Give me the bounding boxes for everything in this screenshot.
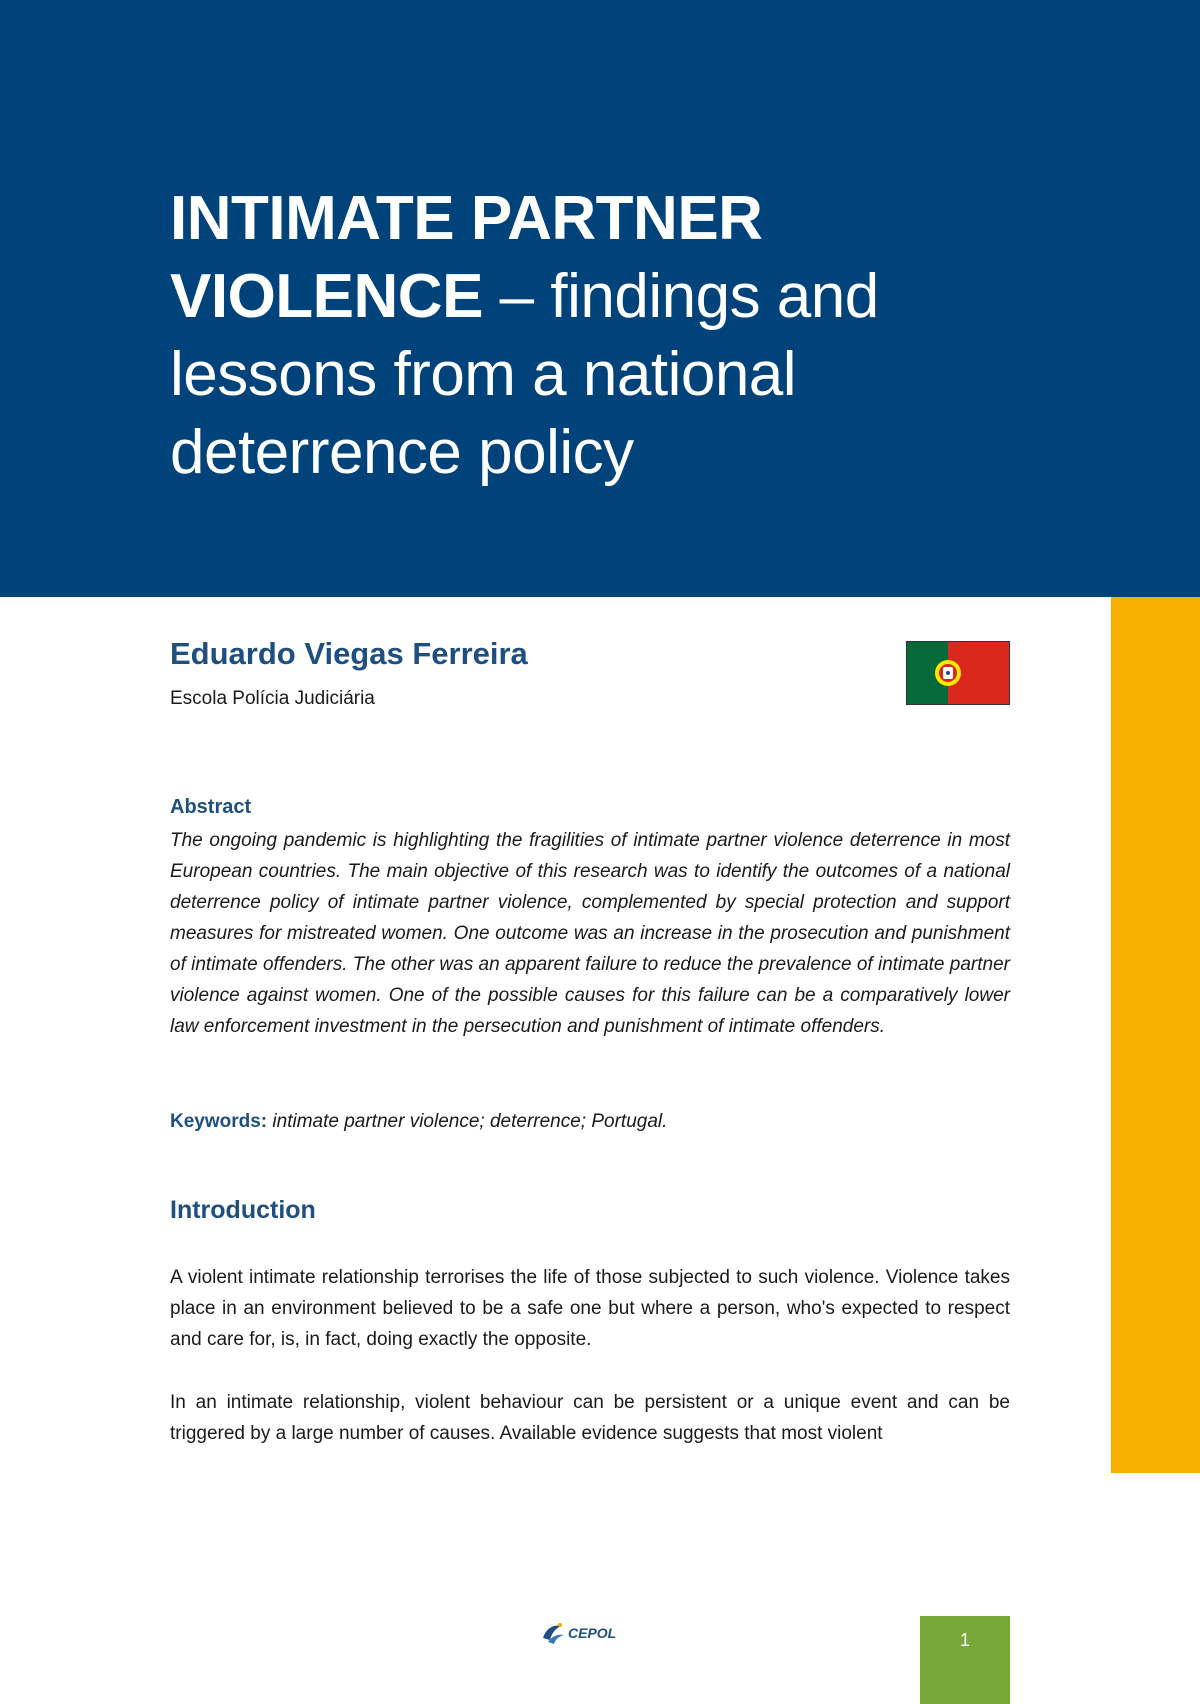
keywords-text: intimate partner violence; deterrence; Portugal. xyxy=(267,1111,668,1132)
keywords-label: Keywords: xyxy=(170,1111,268,1132)
introduction-paragraph: In an intimate relationship, violent behaviour can be persistent or a unique event and can be triggered by a large number of causes. Available evidence suggests that most violent xyxy=(170,1392,1010,1444)
keywords-line xyxy=(170,1106,667,1137)
title-bold-part: INTIMATE PARTNER VIOLENCE xyxy=(170,184,763,331)
document-title xyxy=(170,180,1070,492)
title-subtitle-part: – findings and lessons from a national deterrence policy xyxy=(170,262,879,487)
author-name: Eduardo Viegas Ferreira xyxy=(170,636,528,671)
side-accent-bar xyxy=(1111,597,1200,1473)
introduction-paragraph: A violent intimate relationship terrorises the life of those subjected to such violence. Violence takes place in an environment believed to be a safe one but where a person, who's expected to respect and care for, is, in fact, doing exactly the opposite. xyxy=(170,1267,1010,1350)
abstract-heading: Abstract xyxy=(170,796,252,818)
portugal-flag-icon xyxy=(906,641,1010,705)
author-affiliation: Escola Polícia Judiciária xyxy=(170,688,375,709)
cepol-emblem-icon xyxy=(540,1620,566,1646)
cepol-logo-text: CEPOL xyxy=(568,1625,617,1641)
abstract-text: The ongoing pandemic is highlighting the fragilities of intimate partner violence deterrence in most European countries. The main objective of this research was to identify the outcomes of a national deterrence policy of intimate partner violence, complemented by special protection and support measures for mistreated women. One outcome was an increase in the prosecution and punishment of intimate offenders. The other was an apparent failure to reduce the prevalence of intimate partner violence against women. One of the possible causes for this failure can be a comparatively lower law enforcement investment in the persecution and punishment of intimate offenders. xyxy=(170,830,1010,1037)
cepol-logo xyxy=(540,1616,640,1650)
page-number: 1 xyxy=(920,1616,1010,1704)
introduction-heading: Introduction xyxy=(170,1196,316,1224)
